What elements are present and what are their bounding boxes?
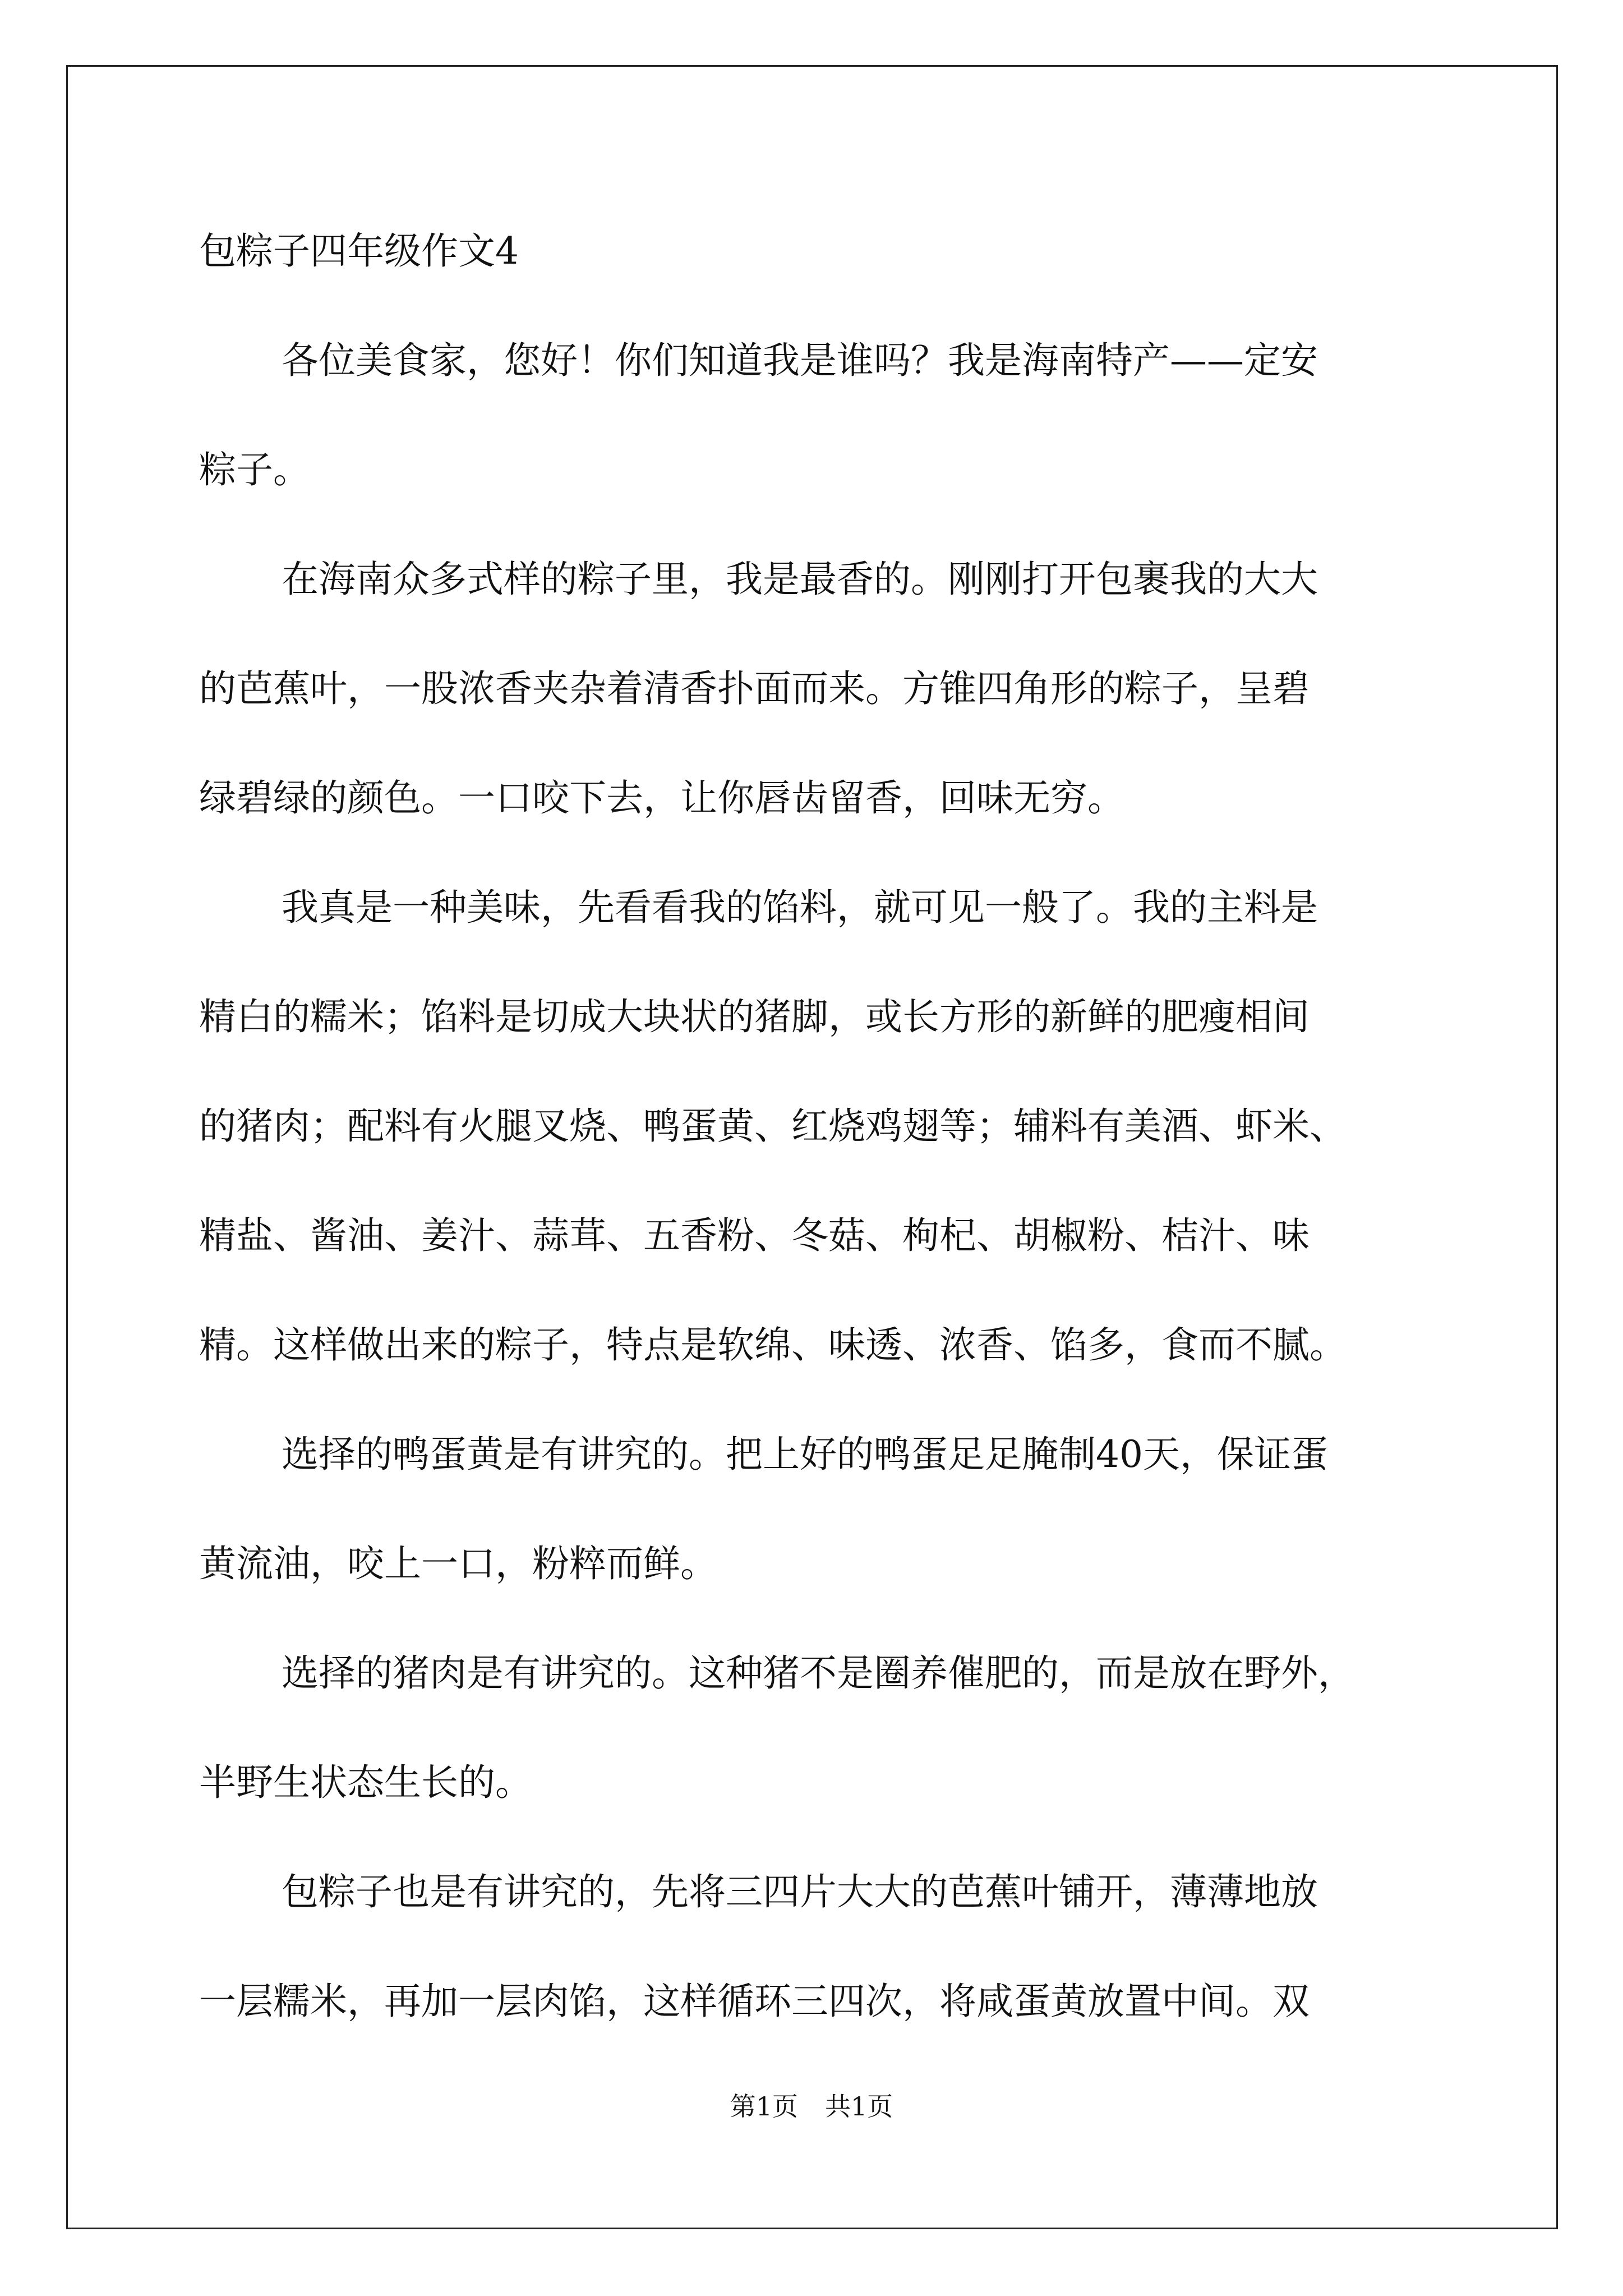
text-line: 粽子。 bbox=[199, 448, 310, 491]
text-line: 选择的鸭蛋黄是有讲究的。把上好的鸭蛋足足腌制40天，保证蛋 bbox=[282, 1433, 1328, 1476]
text-line: 精盐、酱油、姜汁、蒜茸、五香粉、冬菇、枸杞、胡椒粉、桔汁、味 bbox=[199, 1214, 1310, 1257]
text-line: 的猪肉；配料有火腿叉烧、鸭蛋黄、红烧鸡翅等；辅料有美酒、虾米、 bbox=[199, 1105, 1347, 1148]
text-line: 各位美食家，您好！你们知道我是谁吗？我是海南特产——定安 bbox=[282, 339, 1318, 382]
page-number: 第1页 bbox=[730, 2091, 798, 2122]
text-line: 的芭蕉叶，一股浓香夹杂着清香扑面而来。方锥四角形的粽子，呈碧 bbox=[199, 667, 1310, 710]
text-line: 精。这样做出来的粽子，特点是软绵、味透、浓香、馅多，食而不腻。 bbox=[199, 1323, 1347, 1366]
document-title: 包粽子四年级作文4 bbox=[199, 229, 519, 273]
text-line: 半野生状态生长的。 bbox=[199, 1761, 532, 1804]
text-line: 在海南众多式样的粽子里，我是最香的。刚刚打开包裹我的大大 bbox=[282, 558, 1318, 601]
text-line: 我真是一种美味，先看看我的馅料，就可见一般了。我的主料是 bbox=[282, 886, 1318, 929]
text-line: 一层糯米，再加一层肉馅，这样循环三四次，将咸蛋黄放置中间。双 bbox=[199, 1980, 1310, 2023]
text-line: 包粽子也是有讲究的，先将三四片大大的芭蕉叶铺开，薄薄地放 bbox=[282, 1870, 1318, 1913]
page-total: 共1页 bbox=[825, 2091, 893, 2122]
text-line: 精白的糯米；馅料是切成大块状的猪脚，或长方形的新鲜的肥瘦相间 bbox=[199, 995, 1310, 1038]
text-line: 绿碧绿的颜色。一口咬下去，让你唇齿留香，回味无穷。 bbox=[199, 776, 1124, 820]
text-line: 黄流油，咬上一口，粉粹而鲜。 bbox=[199, 1542, 717, 1585]
page-footer bbox=[0, 2090, 1623, 2123]
text-line: 选择的猪肉是有讲究的。这种猪不是圈养催肥的，而是放在野外， bbox=[282, 1651, 1355, 1695]
